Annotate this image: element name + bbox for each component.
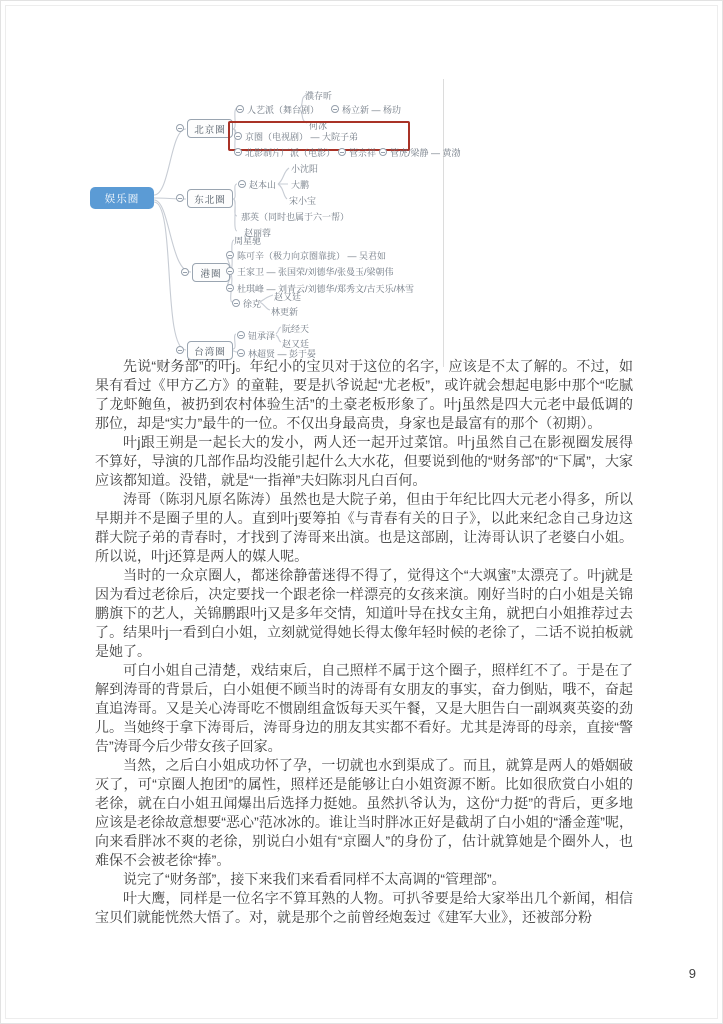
paragraph-8: 叶大鹰，同样是一位名字不算耳熟的人物。可扒爷要是给大家举出几个新闻，相信宝贝们就能恍然大悟了。对，就是那个之前曾经炮轰过《建军大业》，还被部分粉 [95,890,633,925]
paragraph-6: 当然，之后白小姐成功怀了孕，一切就也水到渠成了。而且，就算是两人的婚姻破灭了，可“京圈人抱团”的属性，照样还是能够让白小姐资源不断。比如很欣赏白小姐的老徐，就在白小姐丑闻爆出后选择力挺她。虽然扒爷认为，这份“力挺”的背后，更多地应该是老徐故意想要“恶心”范冰冰的。谁让当时胖冰正好是截胡了白小姐的“潘金莲”呢，向来看胖冰不爽的老徐，别说白小姐有“京圈人”的身份了，估计就算她是个圈外人，也难保不会被老徐“捧”。 [95,757,633,868]
collapse-icon [331,105,339,113]
mindmap-row-duqifeng: 杜琪峰 — 刘青云/刘德华/郑秀文/古天乐/林雪 [226,282,414,294]
mindmap-leaf-hebing: 何冰 [309,120,328,131]
collapse-icon [176,194,184,202]
collapse-icon [176,346,184,354]
mindmap-leaf-zhaoyouting-tw: 赵又廷 [282,338,310,349]
mindmap-row-jingquan: 京圈（电视剧） — 大院子弟 [234,130,358,142]
article-text [95,357,633,927]
collapse-icon [238,180,246,188]
mindmap-group-dongbei: 东北圈 [187,189,233,208]
mindmap-row-beiying: 北影制片厂派（电影） 管宗祥 管虎/梁静 — 黄渤 [234,146,461,158]
collapse-icon [236,105,244,113]
figure-right-border [443,79,444,367]
collapse-icon [226,267,234,275]
mindmap-row-linchaoxian: 林超贤 — 彭于晏 [237,347,316,359]
mindmap-row-renyi: 人艺派（舞台剧） 杨立新 — 杨玏 [236,103,401,115]
collapse-icon [176,124,184,132]
mindmap-leaf-naying: 那英（同时也属于六一帮） [241,211,350,222]
paragraph-4: 当时的一众京圈人，都迷徐静蕾迷得不得了，觉得这个“大飒蜜”太漂亮了。叶j就是因为看过老徐后，决定要找一个跟老徐一样漂亮的女孩来演。刚好当时的白小姐是关锦鹏旗下的艺人，关锦鹏跟叶j又是多年交情，知道叶导在找女主角，就把白小姐推荐过去了。结果叶j一看到白小姐，立刻就觉得她长得太像年轻时候的老徐了，二话不说拍板就是她了。 [95,567,633,659]
paragraph-5: 可白小姐自己清楚，戏结束后，自己照样不属于这个圈子，照样红不了。于是在了解到涛哥的背景后，白小姐便不顾当时的涛哥有女朋友的事实，奋力倒贴，哦不，奋起直追涛哥。又是关心涛哥吃不惯剧组盒饭每天买午餐，又是大胆告白一副飒爽英姿的劲儿。当她终于拿下涛哥后，涛哥身边的朋友其实都不看好。尤其是涛哥的母亲，直接“警告”涛哥今后少带女孩子回家。 [95,662,633,754]
collapse-icon [379,148,387,156]
mindmap-leaf-zhouxingchi: 周星驰 [234,235,262,246]
mindmap-leaf-zhaoyouting: 赵又廷 [274,291,302,302]
collapse-icon [338,148,346,156]
mindmap-row-wongkarwai: 王家卫 — 张国荣/刘德华/张曼玉/梁朝伟 [226,265,394,277]
mindmap-root-node: 娱乐圈 [90,187,154,209]
mindmap-row-zhaobenshan: 赵本山 [238,178,276,190]
mindmap-leaf-xiaoshenyang: 小沈阳 [291,163,319,174]
mindmap-group-taiwan: 台湾圈 [187,341,233,360]
paragraph-2: 叶j跟王朔是一起长大的发小，两人还一起开过菜馆。叶j虽然自己在影视圈发展得不算好，导演的几部作品均没能引起什么大水花，但要说到他的“财务部”的“下属”，大家应该都知道。没错，就是“一指禅”夫妇陈羽凡白百何。 [95,434,633,488]
collapse-icon [234,148,242,156]
mindmap-row-niuchengze: 钮承泽 [237,329,275,341]
mindmap-leaf-lingengxin: 林更新 [271,306,299,317]
mindmap-leaf-dapeng: 大鹏 [291,179,310,190]
mindmap-row-chenkexin: 陈可辛（极力向京圈靠拢） — 吴君如 [226,249,386,261]
collapse-icon [234,132,242,140]
collapse-icon [226,251,234,259]
mindmap-leaf-pucunxin: 濮存昕 [305,90,333,101]
collapse-icon [237,331,245,339]
collapse-icon [232,299,240,307]
mindmap-row-xuke: 徐克 [232,297,261,309]
collapse-icon [181,268,189,276]
collapse-icon [226,284,234,292]
mindmap-leaf-ruanjingtian: 阮经天 [282,323,310,334]
collapse-icon [237,349,245,357]
paragraph-1: 先说“财务部”的叶j。年纪小的宝贝对于这位的名字，应该是不太了解的。不过，如果有看过《甲方乙方》的童鞋，要是扒爷说起“尤老板”，或许就会想起电影中那个“吃腻了龙虾鲍鱼，被扔到农村体验生活”的土豪老板形象了。叶j虽然是四大元老中最低调的那位，却是“实力”最牛的一位。不仅出身最高贵，身家也是最富有的那个（初期）。 [95,358,633,431]
paragraph-3: 涛哥（陈羽凡原名陈涛）虽然也是大院子弟，但由于年纪比四大元老小得多，所以早期并不是圈子里的人。直到叶j要筹拍《与青春有关的日子》，以此来纪念自己身边这群大院子弟的青春时，才找到了涛哥来出演。也是这部剧，让涛哥认识了老婆白小姐。所以说，叶j还算是两人的媒人呢。 [95,491,633,564]
mindmap-group-hongkong: 港圈 [192,263,230,282]
paragraph-7: 说完了“财务部”，接下来我们来看看同样不太高调的“管理部”。 [123,871,506,887]
mindmap-leaf-songxiaobao: 宋小宝 [289,195,317,206]
mindmap-leaf-zhaolirong: 赵丽蓉 [244,227,272,238]
mindmap-figure [86,79,486,374]
page-number: 9 [688,966,696,981]
mindmap-group-beijing: 北京圈 [187,119,233,138]
